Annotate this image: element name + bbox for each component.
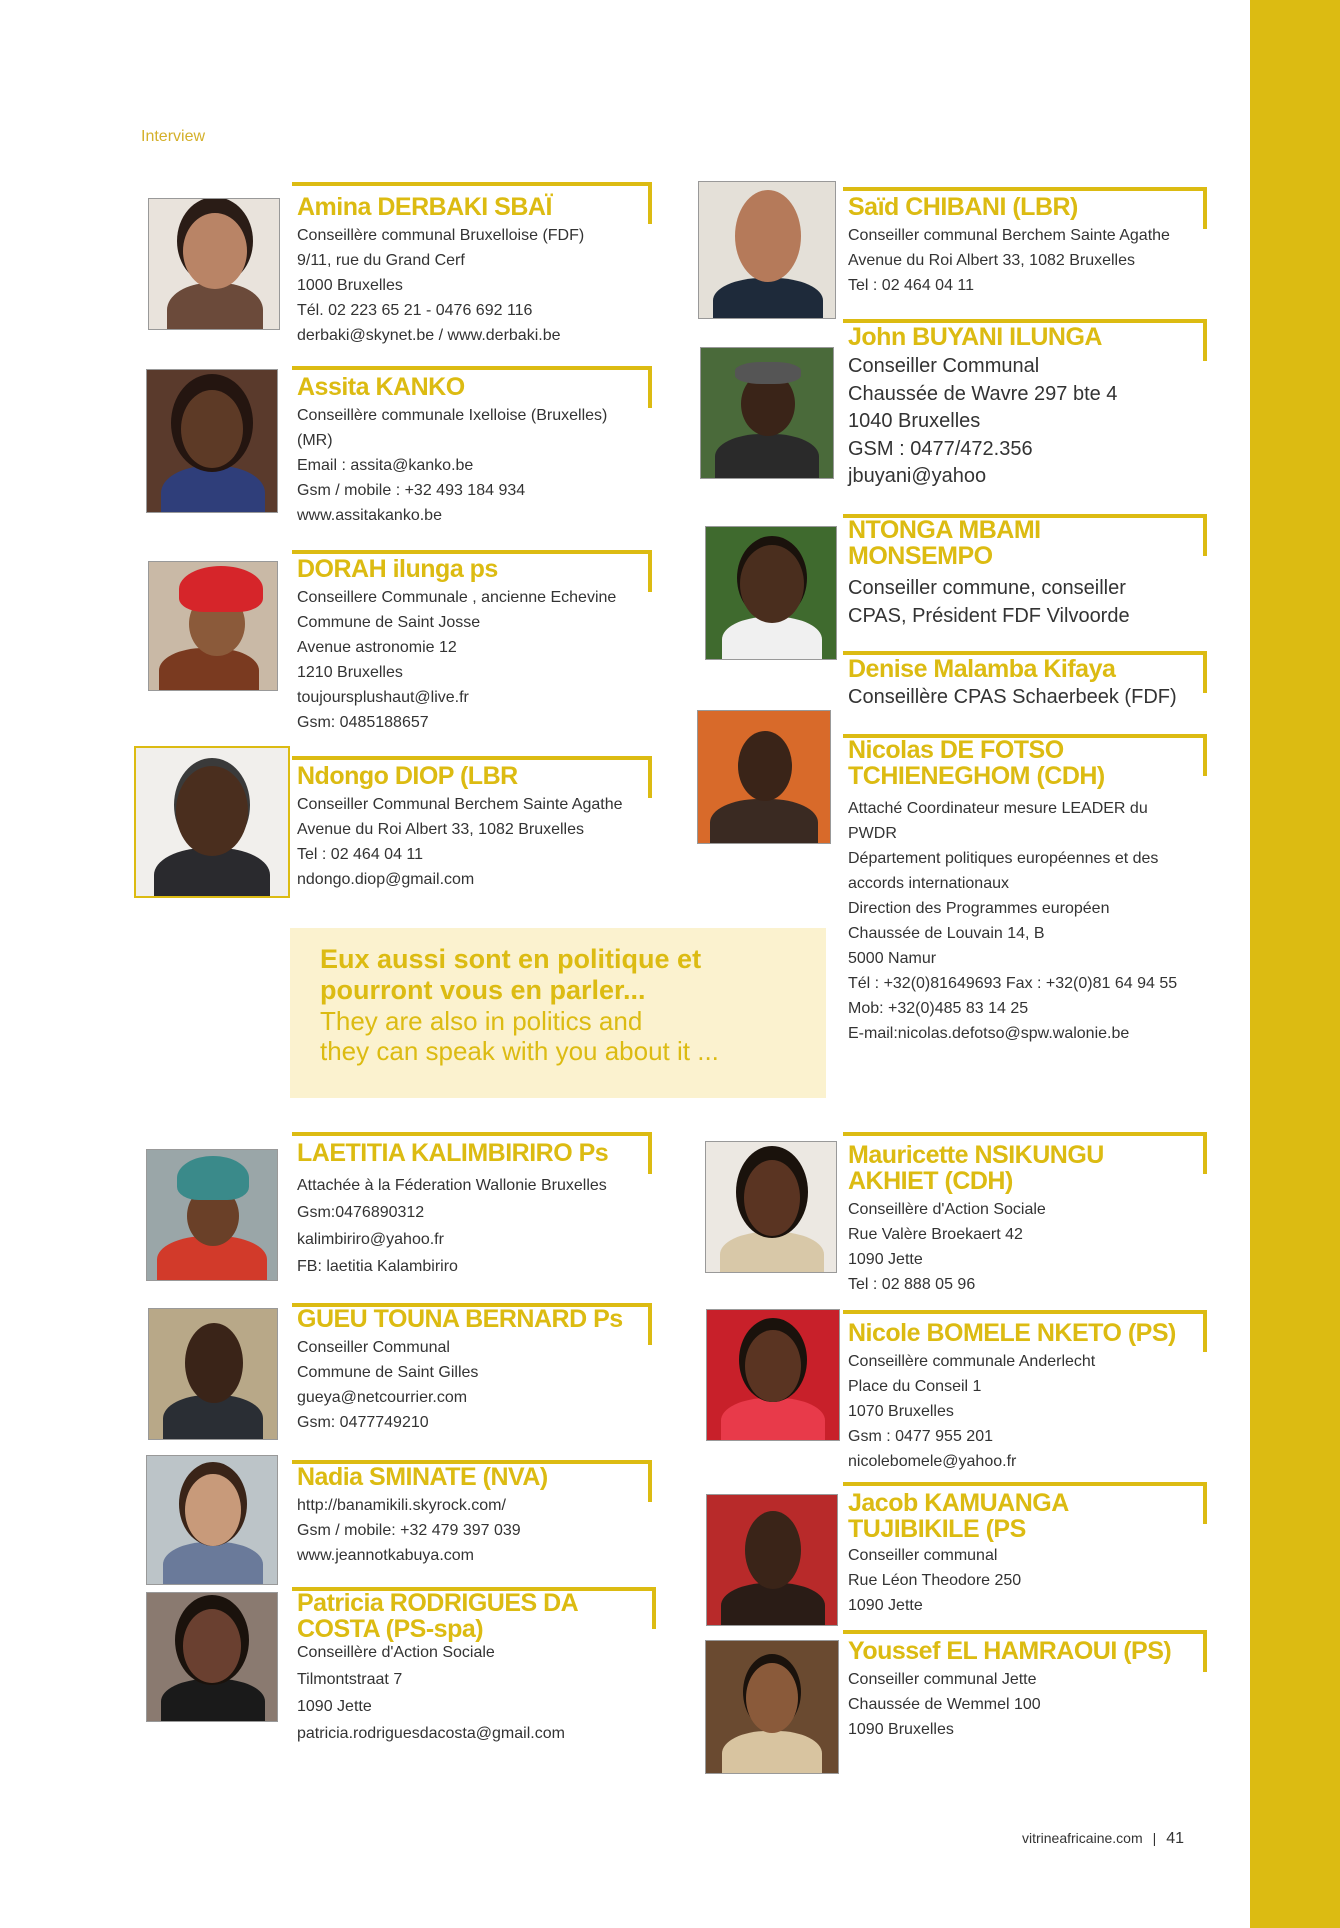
page-number: 41 — [1166, 1830, 1185, 1847]
page-footer — [1022, 1830, 1184, 1848]
detail-line: CPAS, Président FDF Vilvoorde — [848, 604, 1130, 627]
detail-line: GSM : 0477/472.356 — [848, 437, 1033, 460]
detail-line: 1090 Bruxelles — [848, 1721, 954, 1738]
detail-line: Avenue astronomie 12 — [297, 639, 457, 656]
contact-details — [848, 575, 1130, 630]
callout-box — [290, 928, 826, 1098]
person-name: GUEU TOUNA BERNARD Ps — [297, 1305, 623, 1333]
person-name: Amina DERBAKI SBAÏ — [297, 193, 552, 221]
contact-details — [848, 1667, 1041, 1742]
detail-line: Tel : 02 464 04 11 — [848, 277, 975, 294]
portrait-photo — [148, 1308, 278, 1440]
contact-details — [848, 1197, 1046, 1297]
detail-line: Gsm / mobile: +32 479 397 039 — [297, 1522, 521, 1539]
detail-line: Avenue du Roi Albert 33, 1082 Bruxelles — [848, 252, 1136, 269]
callout-line: they can speak with you about it ... — [320, 1036, 719, 1066]
name-line: NTONGA MBAMI — [848, 516, 1041, 544]
detail-line: Conseiller communal Berchem Sainte Agathe — [848, 227, 1170, 244]
detail-line: Conseillère communal Bruxelloise (FDF) — [297, 227, 585, 244]
detail-line: 1090 Jette — [848, 1251, 923, 1268]
detail-line: Département politiques européennes et des — [848, 850, 1159, 867]
detail-line: Conseiller Communal Berchem Sainte Agathe — [297, 796, 623, 813]
portrait-photo — [146, 1592, 278, 1722]
detail-line: Conseiller commune, conseiller — [848, 577, 1126, 599]
person-name: Denise Malamba Kifaya — [848, 655, 1116, 683]
detail-line: gueya@netcourrier.com — [297, 1389, 468, 1406]
side-accent-band — [1250, 0, 1340, 1928]
contact-details — [297, 792, 623, 892]
contact-details — [297, 1172, 607, 1280]
portrait-photo — [700, 347, 834, 479]
name-line: Patricia RODRIGUES DA — [297, 1589, 579, 1617]
detail-line: Place du Conseil 1 — [848, 1378, 982, 1395]
detail-line: www.jeannotkabuya.com — [297, 1547, 474, 1564]
detail-line: Mob: +32(0)485 83 14 25 — [848, 1000, 1029, 1017]
person-name — [848, 737, 1105, 789]
detail-line: Conseiller Communal — [848, 355, 1040, 377]
callout-line: Eux aussi sont en politique et — [320, 944, 702, 974]
portrait-photo — [134, 746, 290, 898]
detail-line: derbaki@skynet.be / www.derbaki.be — [297, 327, 561, 344]
detail-line: jbuyani@yahoo — [848, 465, 987, 487]
name-line: Nicolas DE FOTSO — [848, 736, 1064, 764]
detail-line: Conseiller communal — [848, 1547, 998, 1564]
callout-heading — [320, 944, 701, 1006]
detail-line: Tél : +32(0)81649693 Fax : +32(0)81 64 94 55 — [848, 975, 1178, 992]
detail-line: Tel : 02 888 05 96 — [848, 1276, 976, 1293]
callout-translation — [320, 1006, 719, 1066]
portrait-photo — [146, 1149, 278, 1281]
footer-separator: | — [1152, 1830, 1157, 1846]
detail-line: Direction des Programmes européen — [848, 900, 1110, 917]
contact-details — [848, 1349, 1095, 1474]
person-name: Youssef EL HAMRAOUI (PS) — [848, 1637, 1172, 1665]
contact-details — [848, 1543, 1021, 1618]
callout-line: They are also in politics and — [320, 1006, 643, 1036]
person-name: Ndongo DIOP (LBR — [297, 762, 518, 790]
person-name: DORAH ilunga ps — [297, 555, 498, 583]
person-name: Saïd CHIBANI (LBR) — [848, 193, 1078, 221]
detail-line: PWDR — [848, 825, 897, 842]
detail-line: Gsm : 0477 955 201 — [848, 1428, 993, 1445]
detail-line: Tel : 02 464 04 11 — [297, 846, 424, 863]
portrait-photo — [146, 369, 278, 513]
detail-line: http://banamikili.skyrock.com/ — [297, 1497, 506, 1514]
detail-line: Conseillère d'Action Sociale — [848, 1201, 1046, 1218]
detail-line: Gsm:0476890312 — [297, 1204, 425, 1221]
detail-line: ndongo.diop@gmail.com — [297, 871, 475, 888]
detail-line: (MR) — [297, 432, 333, 449]
detail-line: Gsm: 0477749210 — [297, 1414, 429, 1431]
name-line: Mauricette NSIKUNGU — [848, 1141, 1104, 1169]
detail-line: 1210 Bruxelles — [297, 664, 403, 681]
detail-line: nicolebomele@yahoo.fr — [848, 1453, 1017, 1470]
detail-line: Conseillère CPAS Schaerbeek (FDF) — [848, 686, 1177, 708]
detail-line: Avenue du Roi Albert 33, 1082 Bruxelles — [297, 821, 585, 838]
detail-line: Conseillère communale Ixelloise (Bruxelles) — [297, 407, 608, 424]
detail-line: Email : assita@kanko.be — [297, 457, 474, 474]
detail-line: Attachée à la Féderation Wallonie Bruxelles — [297, 1177, 607, 1194]
callout-line: pourront vous en parler... — [320, 975, 646, 1005]
section-label: Interview — [141, 128, 206, 145]
person-name: Nicole BOMELE NKETO (PS) — [848, 1319, 1176, 1347]
name-line: TUJIBIKILE (PS — [848, 1515, 1026, 1543]
footer-site: vitrineafricaine.com — [1022, 1830, 1143, 1846]
detail-line: 1090 Jette — [297, 1698, 372, 1715]
detail-line: 9/11, rue du Grand Cerf — [297, 252, 465, 269]
person-name — [297, 1590, 578, 1642]
contact-details — [848, 353, 1117, 491]
contact-details — [297, 1335, 478, 1435]
portrait-photo — [705, 526, 837, 660]
detail-line: accords internationaux — [848, 875, 1009, 892]
detail-line: Attaché Coordinateur mesure LEADER du — [848, 800, 1148, 817]
detail-line: Gsm: 0485188657 — [297, 714, 429, 731]
detail-line: Commune de Saint Gilles — [297, 1364, 479, 1381]
detail-line: 1000 Bruxelles — [297, 277, 403, 294]
detail-line: Rue Valère Broekaert 42 — [848, 1226, 1023, 1243]
person-name: Nadia SMINATE (NVA) — [297, 1463, 548, 1491]
detail-line: Chaussée de Wemmel 100 — [848, 1696, 1041, 1713]
detail-line: Conseiller communal Jette — [848, 1671, 1037, 1688]
portrait-photo — [706, 1309, 840, 1441]
name-line: TCHIENEGHOM (CDH) — [848, 762, 1105, 790]
person-name — [848, 1142, 1104, 1194]
detail-line: Chaussée de Wavre 297 bte 4 — [848, 382, 1118, 405]
portrait-photo — [148, 561, 278, 691]
contact-details — [848, 796, 1177, 1046]
contact-details — [848, 684, 1177, 712]
detail-line: Conseillère communale Anderlecht — [848, 1353, 1096, 1370]
name-line: AKHIET (CDH) — [848, 1167, 1013, 1195]
portrait-photo — [697, 710, 831, 844]
contact-details — [297, 585, 616, 735]
name-line: Jacob KAMUANGA — [848, 1489, 1069, 1517]
detail-line: toujoursplushaut@live.fr — [297, 689, 469, 706]
detail-line: Conseiller Communal — [297, 1339, 450, 1356]
detail-line: patricia.rodriguesdacosta@gmail.com — [297, 1725, 565, 1742]
contact-details — [297, 223, 584, 348]
contact-details — [297, 403, 607, 528]
detail-line: Gsm / mobile : +32 493 184 934 — [297, 482, 526, 499]
detail-line: 5000 Namur — [848, 950, 937, 967]
detail-line: www.assitakanko.be — [297, 507, 442, 524]
contact-details — [297, 1493, 521, 1568]
person-name — [848, 1490, 1069, 1542]
person-name: LAETITIA KALIMBIRIRO Ps — [297, 1139, 609, 1167]
detail-line: 1090 Jette — [848, 1597, 923, 1614]
portrait-photo — [705, 1640, 839, 1774]
detail-line: FB: laetitia Kalambiriro — [297, 1258, 458, 1275]
detail-line: Tilmontstraat 7 — [297, 1671, 403, 1688]
portrait-photo — [705, 1141, 837, 1273]
person-name: John BUYANI ILUNGA — [848, 323, 1102, 351]
detail-line: 1040 Bruxelles — [848, 410, 981, 432]
person-name: Assita KANKO — [297, 373, 465, 401]
detail-line: kalimbiriro@yahoo.fr — [297, 1231, 444, 1248]
portrait-photo — [146, 1455, 278, 1585]
name-line: COSTA (PS-spa) — [297, 1615, 484, 1643]
contact-details — [848, 223, 1170, 298]
detail-line: Tél. 02 223 65 21 - 0476 692 116 — [297, 302, 533, 319]
detail-line: 1070 Bruxelles — [848, 1403, 954, 1420]
detail-line: Rue Léon Theodore 250 — [848, 1572, 1022, 1589]
person-name — [848, 517, 1041, 569]
contact-details — [297, 1639, 565, 1747]
detail-line: E-mail:nicolas.defotso@spw.walonie.be — [848, 1025, 1130, 1042]
name-line: MONSEMPO — [848, 542, 993, 570]
detail-line: Chaussée de Louvain 14, B — [848, 925, 1045, 942]
detail-line: Commune de Saint Josse — [297, 614, 481, 631]
detail-line: Conseillere Communale , ancienne Echevine — [297, 589, 617, 606]
detail-line: Conseillère d'Action Sociale — [297, 1644, 495, 1661]
portrait-photo — [148, 198, 280, 330]
portrait-photo — [706, 1494, 838, 1626]
portrait-photo — [698, 181, 836, 319]
